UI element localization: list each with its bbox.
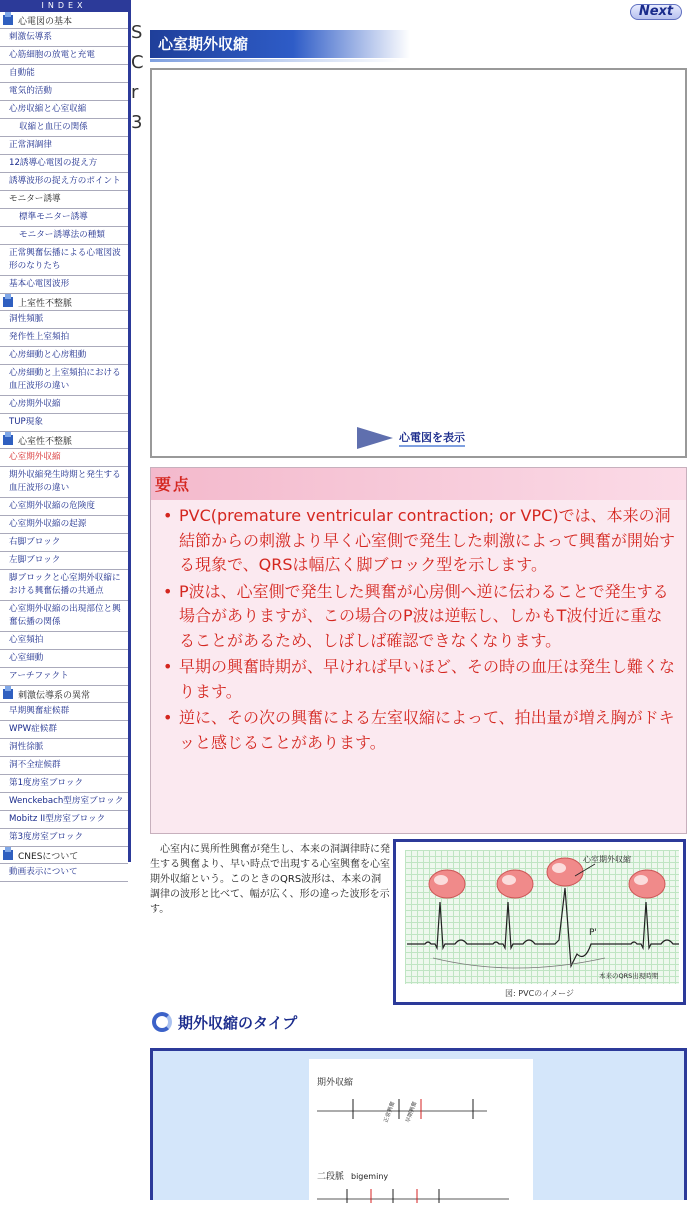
sidebar-item[interactable]: 12誘導心電図の捉え方 xyxy=(0,155,128,173)
sidebar-item[interactable]: 収縮と血圧の関係 xyxy=(0,119,128,137)
sidebar-item[interactable]: 心房収縮と心室収縮 xyxy=(0,101,128,119)
pvc-ecg-illustration xyxy=(405,850,679,984)
heart-icon-pvc xyxy=(547,858,583,886)
p-prime-label: P' xyxy=(589,928,597,938)
types-diagram-svg xyxy=(309,1059,533,1203)
sidebar-item[interactable]: WPW症候群 xyxy=(0,721,128,739)
key-point: • 早期の興奮時期が、早ければ早いほど、その時の血圧は発生し難くなります。 xyxy=(159,655,678,704)
sidebar-item[interactable]: モニター誘導 xyxy=(0,191,128,209)
page-title: 心室期外収縮 xyxy=(150,30,410,58)
sidebar-item[interactable]: 心室細動 xyxy=(0,650,128,668)
key-points-box xyxy=(150,467,687,834)
diagram-label-top: 期外収縮 xyxy=(317,1078,354,1088)
folder-icon xyxy=(3,15,13,25)
sidebar-item[interactable]: 心房細動と心房粗動 xyxy=(0,347,128,365)
sidebar-item[interactable]: 心室期外収縮の出現部位と興奮伝播の関係 xyxy=(0,601,128,632)
ghost-line: 3 xyxy=(131,112,143,133)
sidebar-item[interactable]: 早期興奮症候群 xyxy=(0,703,128,721)
sidebar-item[interactable]: 正常洞調律 xyxy=(0,137,128,155)
sidebar-item-current[interactable]: 心室期外収縮 xyxy=(0,449,128,467)
key-points-title: 要点 xyxy=(155,475,192,494)
sidebar-item[interactable]: 洞不全症候群 xyxy=(0,757,128,775)
types-box xyxy=(150,1048,687,1200)
show-ecg-label: 心電図を表示 xyxy=(399,429,465,447)
folder-icon xyxy=(3,297,13,307)
types-diagram xyxy=(309,1059,533,1203)
pvc-figure xyxy=(393,839,686,1005)
ghost-line: S xyxy=(131,22,143,43)
types-section-title: 期外収縮のタイプ xyxy=(178,1013,298,1032)
sidebar-item[interactable]: TUP現象 xyxy=(0,414,128,432)
sidebar-section-label: CNESについて xyxy=(18,851,79,862)
diagram-label-bottom-en: bigeminy xyxy=(351,1172,389,1181)
sidebar-item[interactable]: 左脚ブロック xyxy=(0,552,128,570)
sidebar-item[interactable]: 期外収縮発生時期と発生する血圧波形の違い xyxy=(0,467,128,498)
ecg-grid xyxy=(405,850,679,984)
qrs-timing-note: 本来のQRS出現時期 xyxy=(599,972,659,980)
key-points-header xyxy=(151,468,686,500)
sidebar-item[interactable]: 心室期外収縮の起源 xyxy=(0,516,128,534)
sidebar-item[interactable]: 基本心電図波形 xyxy=(0,276,128,294)
ghost-line: r xyxy=(131,82,139,103)
sidebar-item[interactable]: 心筋細胞の放電と充電 xyxy=(0,47,128,65)
background-ghost-text xyxy=(131,18,144,138)
sidebar-item[interactable]: 誘導波形の捉え方のポイント xyxy=(0,173,128,191)
sidebar-item[interactable]: Wenckebach型房室ブロック xyxy=(0,793,128,811)
types-section-heading xyxy=(152,1010,297,1034)
sidebar-item[interactable]: 洞性徐脈 xyxy=(0,739,128,757)
sidebar-item[interactable]: 正常興奮伝播による心電図波形のなりたち xyxy=(0,245,128,276)
ecg-trace xyxy=(407,888,679,966)
sidebar-section-header xyxy=(0,432,128,449)
ecg-viewer xyxy=(150,68,687,458)
sidebar-section-header xyxy=(0,294,128,311)
index-header: INDEX xyxy=(0,0,128,12)
sidebar-item[interactable]: アーチファクト xyxy=(0,668,128,686)
play-arrow-icon xyxy=(357,427,393,449)
sidebar-section-header xyxy=(0,686,128,703)
sidebar-index xyxy=(0,0,131,877)
sidebar-item[interactable]: 心房細動と上室頻拍における血圧波形の違い xyxy=(0,365,128,396)
ghost-line: C xyxy=(131,52,144,73)
key-point: • P波は、心室側で発生した興奮が心房側へ逆に伝わることで発生する場合がありますが、この場合のP波は逆転し、しかもT波付近に重なることがあるため、しばしば確認できなくなります。 xyxy=(159,580,678,654)
tick-label-early: 早期興奮 xyxy=(405,1100,419,1124)
diagram-label-bottom: 二段脈 xyxy=(317,1172,345,1182)
sidebar-item[interactable]: 心室頻拍 xyxy=(0,632,128,650)
heart-icon-4 xyxy=(629,870,665,898)
sidebar-item[interactable]: Mobitz II型房室ブロック xyxy=(0,811,128,829)
sidebar-section-header xyxy=(0,847,128,864)
sidebar-item[interactable]: モニター誘導法の種類 xyxy=(0,227,128,245)
sidebar-section-label: 上室性不整脈 xyxy=(18,298,73,309)
sidebar-item[interactable]: 動画表示について xyxy=(0,864,128,882)
show-ecg-button[interactable] xyxy=(357,426,485,450)
sidebar-item[interactable]: 第3度房室ブロック xyxy=(0,829,128,847)
sidebar-item[interactable]: 心室期外収縮の危険度 xyxy=(0,498,128,516)
key-point: • PVC(premature ventricular contraction; or VPC)では、本来の洞結節からの刺激より早く心室側で発生した刺激によって興奮が開始する現象で、QRSは幅広く脚ブロック型を示します。 xyxy=(159,504,678,578)
sidebar-item[interactable]: 電気的活動 xyxy=(0,83,128,101)
swirl-icon xyxy=(152,1012,172,1032)
sidebar-item[interactable]: 発作性上室頻拍 xyxy=(0,329,128,347)
heart-icon-2 xyxy=(497,870,533,898)
timing-arc xyxy=(433,958,605,968)
pvc-label: 心室期外収縮 xyxy=(583,855,631,864)
sidebar-section-label: 心室性不整脈 xyxy=(18,436,73,447)
folder-icon xyxy=(3,689,13,699)
key-point: • 逆に、その次の興奮による左室収縮によって、拍出量が増え胸がドキッと感じることがあります。 xyxy=(159,706,678,755)
sidebar-section-label: 刺激伝導系の異常 xyxy=(18,690,91,701)
sidebar-item[interactable]: 刺激伝導系 xyxy=(0,29,128,47)
pvc-description: 心室内に異所性興奮が発生し、本来の洞調律時に発生する興奮より、早い時点で出現する心室興奮を心室期外収縮という。このときのQRS波形は、本来の洞調律の波形と比べて、幅が広く、形の違った波形を示す。 xyxy=(150,844,390,915)
sidebar-item[interactable]: 自動能 xyxy=(0,65,128,83)
sidebar-item[interactable]: 洞性頻脈 xyxy=(0,311,128,329)
sidebar-section-label: 心電図の基本 xyxy=(18,16,73,27)
sidebar-item[interactable]: 右脚ブロック xyxy=(0,534,128,552)
sidebar-item[interactable]: 標準モニター誘導 xyxy=(0,209,128,227)
tick-label-normal: 正常興奮 xyxy=(383,1100,397,1124)
folder-icon xyxy=(3,435,13,445)
next-button[interactable]: Next xyxy=(630,4,682,20)
figure-caption: 図: PVCのイメージ xyxy=(505,989,574,998)
sidebar-section-header xyxy=(0,12,128,29)
sidebar-item[interactable]: 第1度房室ブロック xyxy=(0,775,128,793)
folder-icon xyxy=(3,850,13,860)
sidebar-list xyxy=(0,12,128,882)
sidebar-item[interactable]: 心房期外収縮 xyxy=(0,396,128,414)
sidebar-item[interactable]: 脚ブロックと心室期外収縮における興奮伝播の共通点 xyxy=(0,570,128,601)
heart-icon-1 xyxy=(429,870,465,898)
key-points-list xyxy=(151,500,686,755)
